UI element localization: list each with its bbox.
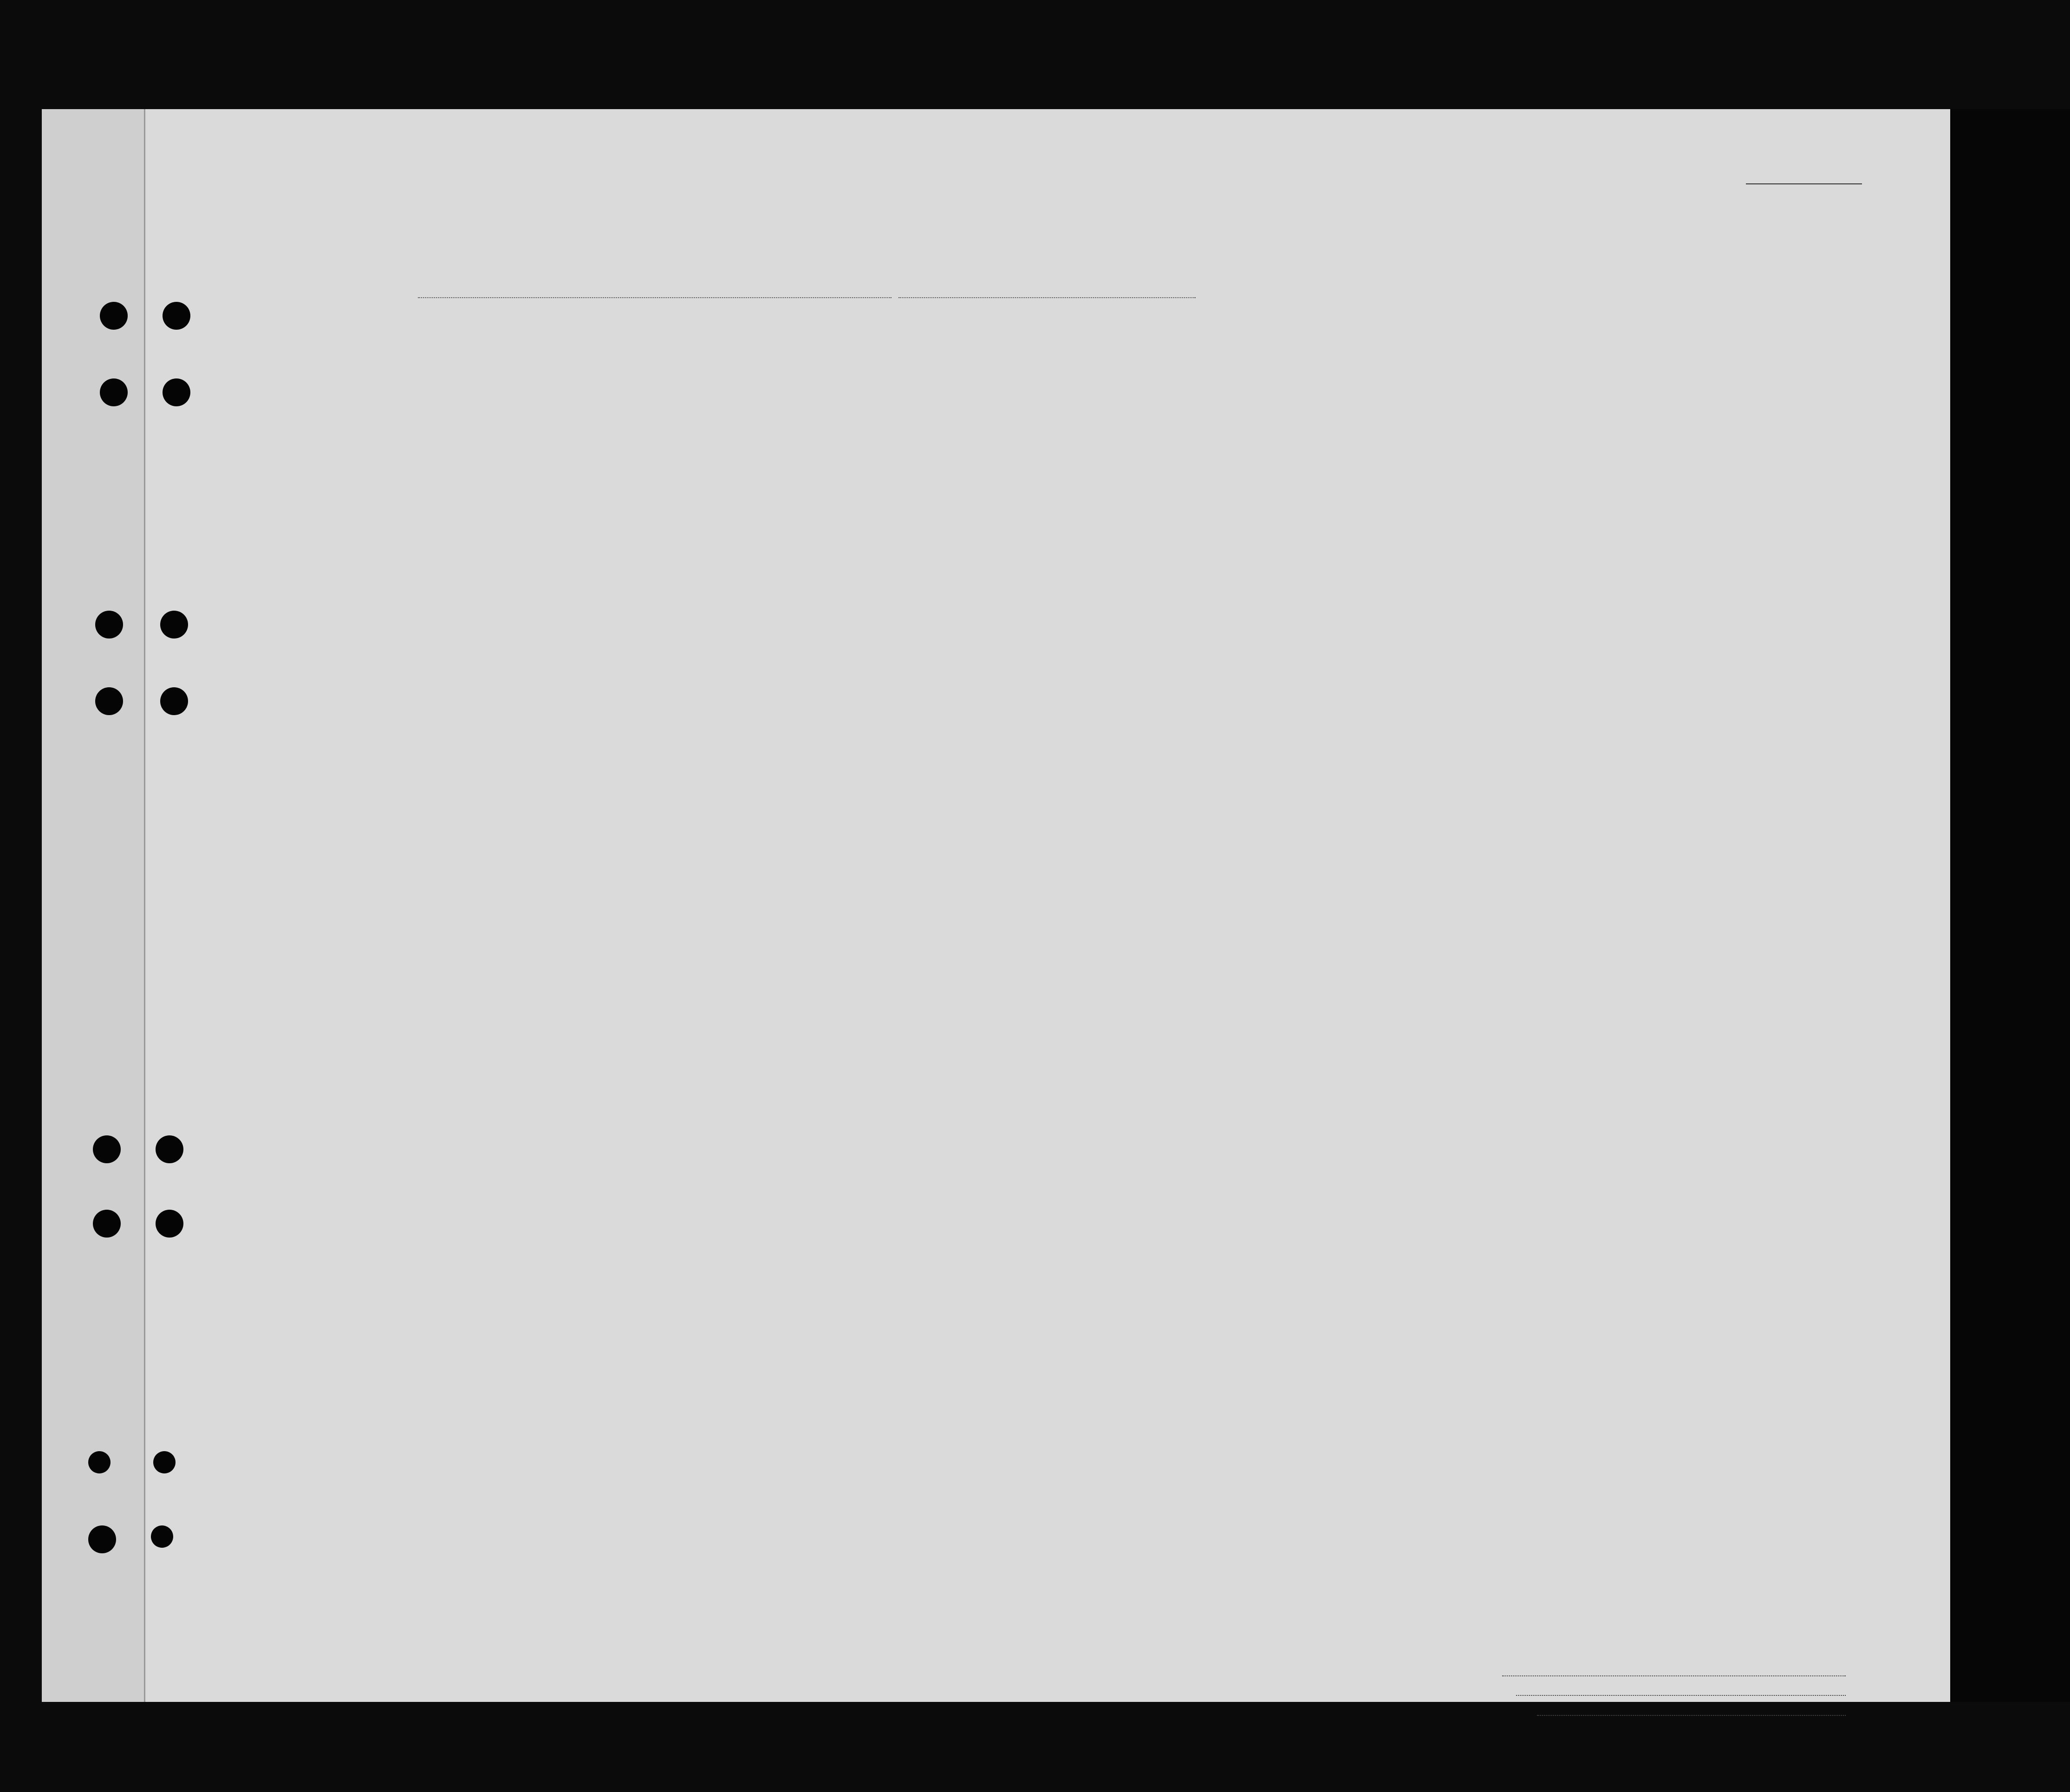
binder-hole: [160, 611, 188, 639]
binder-hole: [88, 1451, 111, 1473]
list-underline: [1746, 183, 1862, 184]
manifest-page: [42, 109, 1950, 1702]
binder-hole: [163, 378, 190, 406]
binder-hole: [160, 687, 188, 715]
owners-field: [1516, 1695, 1846, 1696]
binder-hole: [93, 1210, 121, 1238]
binder-hole: [151, 1525, 173, 1548]
binder-hole: [156, 1135, 183, 1163]
port-line: [418, 297, 892, 298]
binder-hole: [93, 1135, 121, 1163]
date-line: [898, 297, 1196, 298]
binder-hole: [95, 611, 123, 639]
local-agents-field: [1537, 1715, 1846, 1716]
binder-hole: [100, 302, 128, 330]
binder-hole: [95, 687, 123, 715]
binder-hole: [163, 302, 190, 330]
scan-background-shadow: [1950, 109, 2070, 1702]
binder-hole: [88, 1525, 116, 1553]
binder-hole: [100, 378, 128, 406]
binder-hole: [156, 1210, 183, 1238]
binder-hole: [153, 1451, 176, 1473]
line-field: [1502, 1675, 1846, 1676]
